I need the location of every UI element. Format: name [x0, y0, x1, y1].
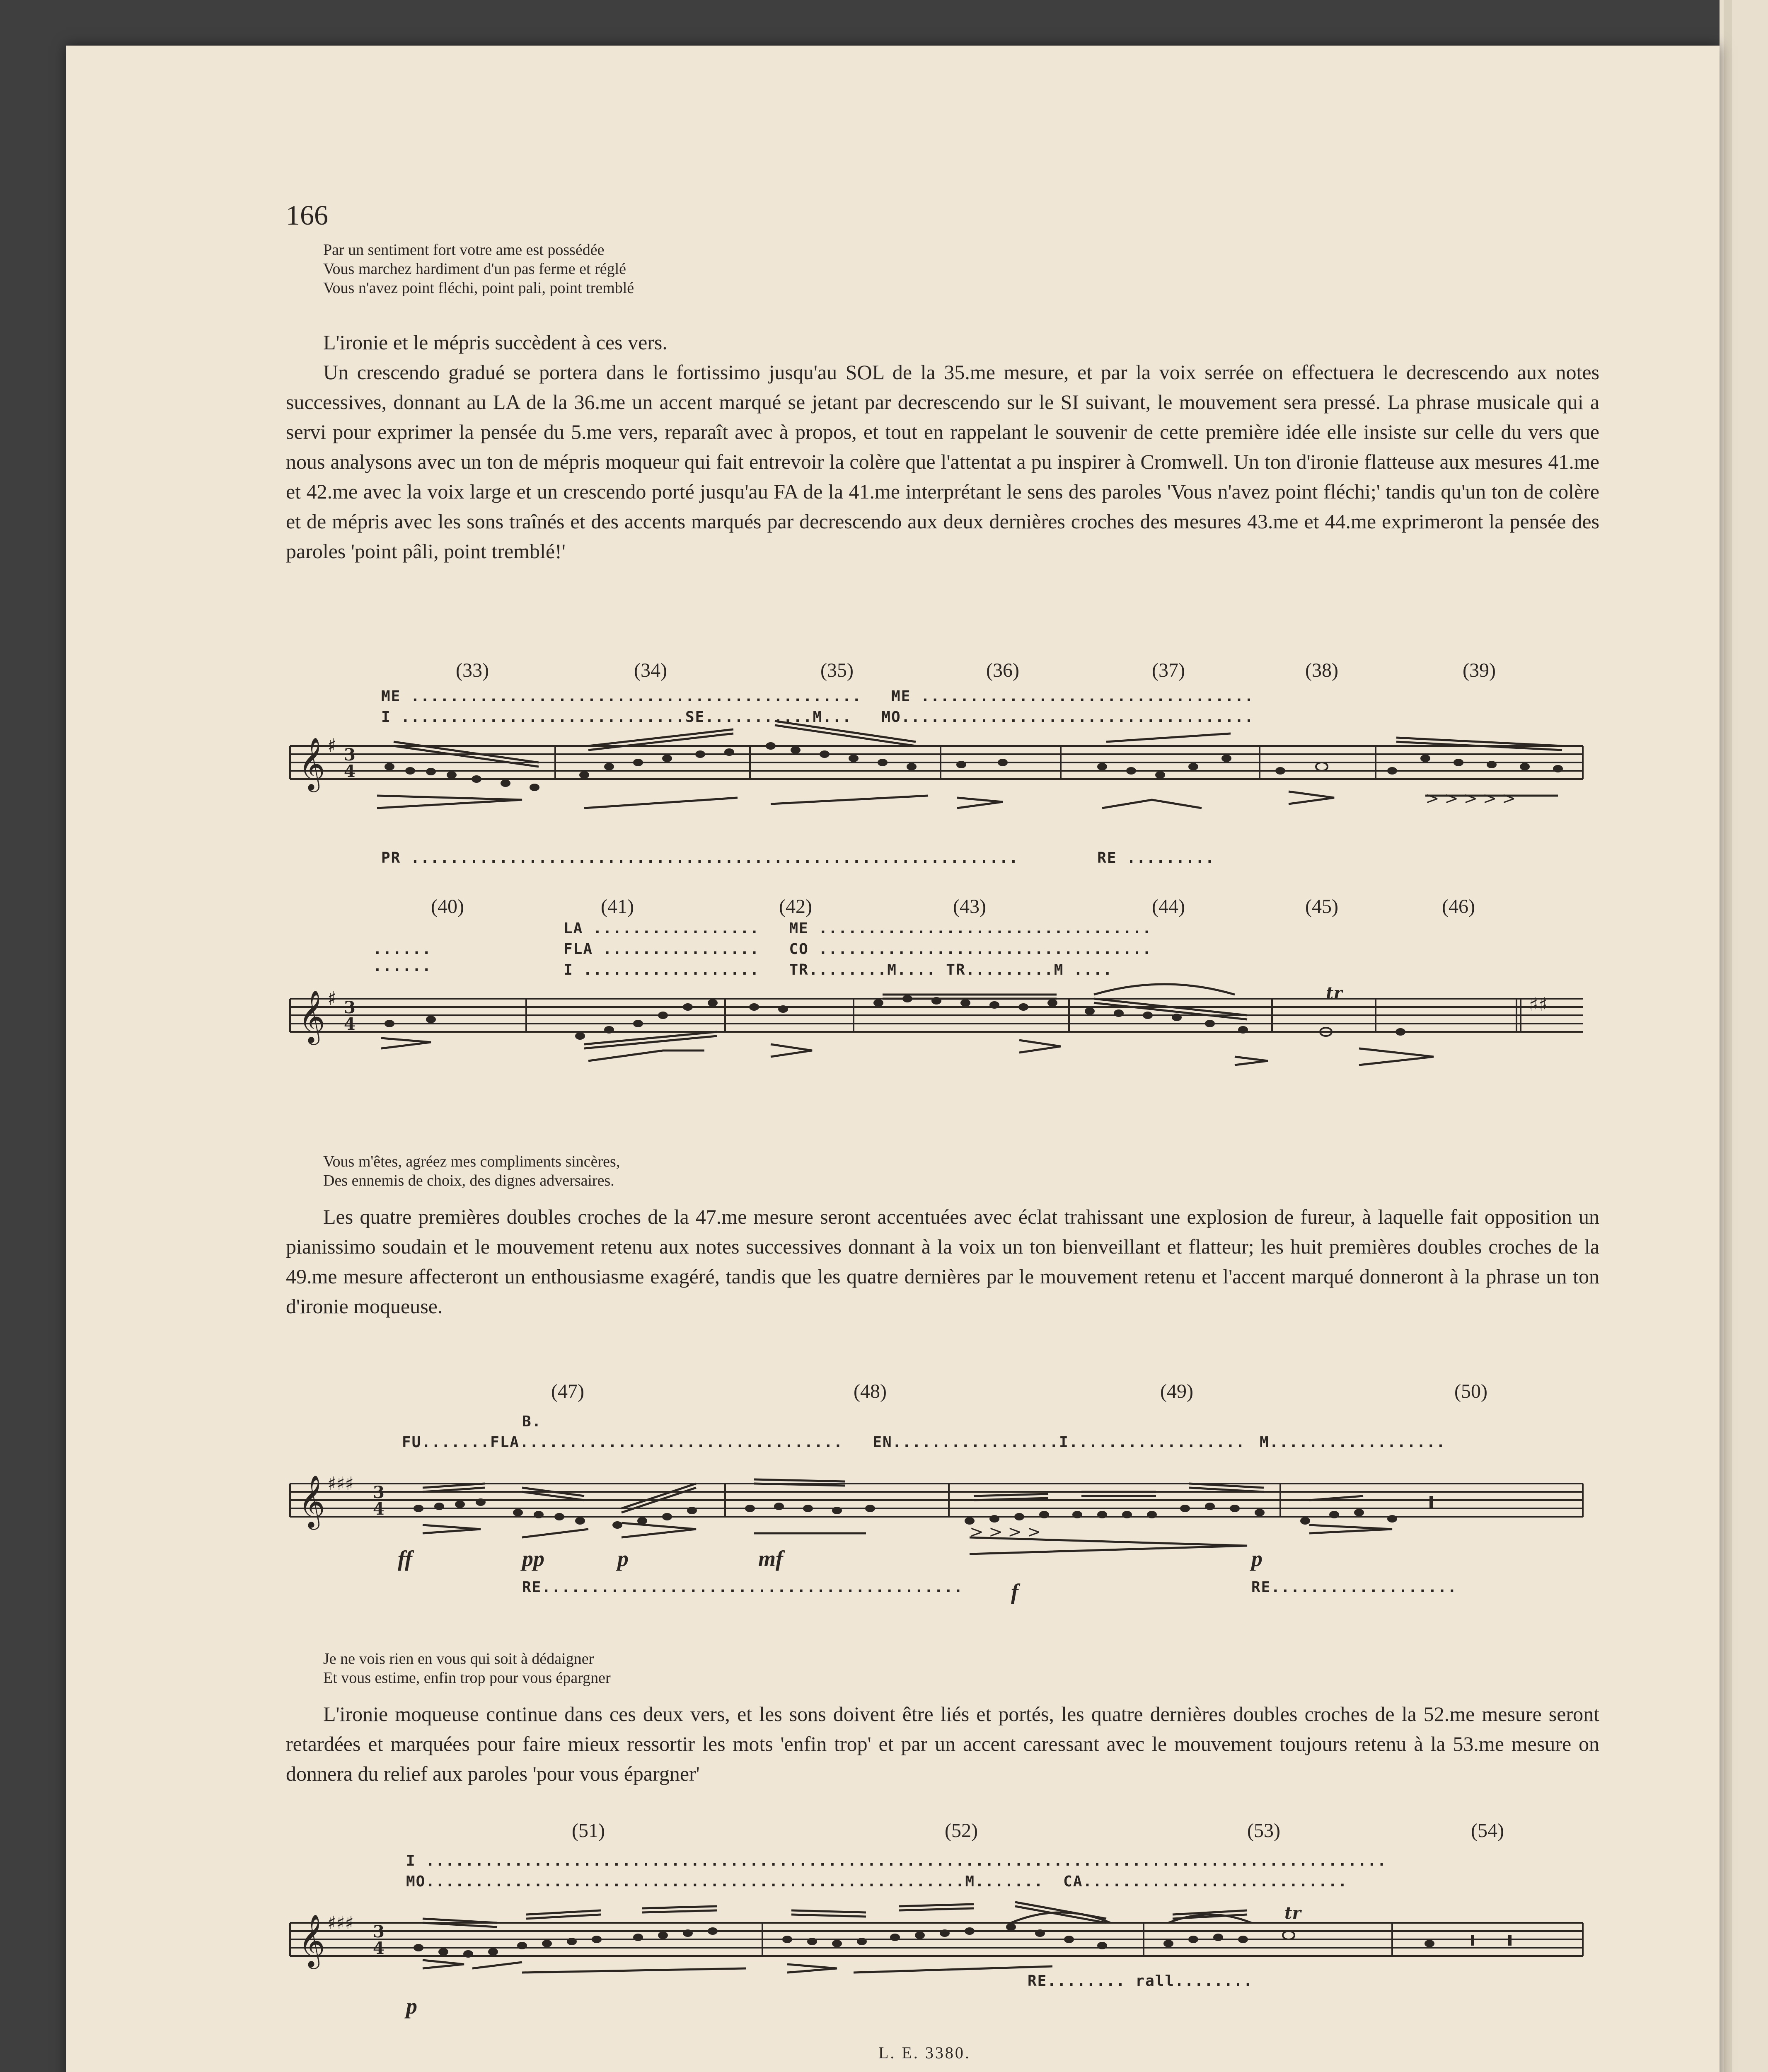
measure-number: (51)	[572, 1820, 605, 1842]
paragraph-line: L'ironie et le mépris succèdent à ces vers.	[323, 331, 668, 354]
lyric-line: I .................. TR........M.... TR.........M ....	[564, 961, 1113, 978]
publisher-plate-number: L. E. 3380.	[878, 2043, 971, 2062]
paragraph-text: L'ironie moqueuse continue dans ces deux vers, et les sons doivent être liés et portés, les quatre dernières doubles croches de la 52.me mesure seront retardées et marquées pour faire mieux ressortir les mots 'enfin trop' et par un accent caressant avec le mouvement toujours retenu à la 53.me mesure on donnera du relief aux paroles 'pour vous épargner'	[286, 1702, 1599, 1785]
lyric-line: MO.......................................................M....... CA...........................	[406, 1873, 1348, 1890]
lyric-line: I ..................................................................................................	[406, 1852, 1387, 1869]
measure-number: (50)	[1454, 1380, 1487, 1402]
trill-mark: tr	[1284, 1903, 1301, 1923]
measure-number: (53)	[1247, 1820, 1280, 1842]
lyric-line: ...... ......	[373, 941, 432, 975]
lyric-line: RE...........................................	[522, 1579, 964, 1596]
measure-number: (47)	[551, 1380, 584, 1402]
lyric-line: RE........ rall........	[1028, 1973, 1253, 1990]
dynamic-marking: p	[406, 1994, 417, 2019]
verse-line: Vous marchez hardiment d'un pas ferme et réglé	[323, 260, 626, 278]
lyric-line: PR .............................................................. RE .........	[381, 850, 1215, 867]
svg-text:♯♯♯: ♯♯♯	[327, 1473, 354, 1494]
svg-text:4: 4	[373, 1499, 385, 1519]
svg-text:3: 3	[373, 1922, 385, 1941]
lyric-line: M..................	[1260, 1434, 1446, 1451]
lyric-line: B.	[522, 1413, 542, 1430]
measure-number: (44)	[1152, 896, 1185, 917]
svg-text:> > > >: > > > >	[970, 1523, 1041, 1542]
lyric-line: ME .............................................. ME ..................................	[381, 688, 1254, 705]
dynamic-marking: mf	[758, 1546, 783, 1571]
svg-text:𝄞: 𝄞	[298, 990, 326, 1043]
svg-text:4: 4	[373, 1939, 385, 1958]
svg-text:♯: ♯	[327, 734, 337, 757]
svg-text:♯♯: ♯♯	[1529, 993, 1548, 1016]
measure-number: (37)	[1152, 659, 1185, 681]
measure-number: (34)	[634, 659, 667, 681]
paragraph-text: Un crescendo gradué se portera dans le fortissimo jusqu'au SOL de la 35.me mesure, et par la voix serrée on effectuera le decrescendo aux notes successives, donnant au LA de la 36.me un accent marqué se jetant par decrescendo sur le SI suivant, le mouvement sera pressé. La phrase musicale qui a servi pour exprimer la pensée du 5.me vers, reparaît avec à propos, et tout en rappelant le souvenir de cette première idée elle insiste sur celle du vers que nous analysons avec un ton de mépris moqueur qui fait entrevoir la colère que l'attentat a pu inspirer à Cromwell. Un ton d'ironie flatteuse aux mesures 41.me et 42.me avec la voix large et un crescendo porté jusqu'au FA de la 41.me interprétant le sens des paroles 'Vous n'avez point fléchi;' tandis qu'un ton de colère et de mépris avec les sons traînés et des accents marqués par decrescendo aux deux dernières croches des mesures 43.me et 44.me exprimeront la pensée des paroles 'point pâli, point tremblé!'	[286, 361, 1599, 563]
verse-line: Vous n'avez point fléchi, point pali, point tremblé	[323, 279, 634, 297]
score-page	[66, 46, 1720, 2072]
measure-number: (54)	[1471, 1820, 1504, 1842]
dynamic-marking: p	[617, 1546, 629, 1571]
measure-number: (52)	[945, 1820, 978, 1842]
svg-text:♯♯♯: ♯♯♯	[327, 1912, 354, 1934]
verse-line: Je ne vois rien en vous qui soit à dédaigner	[323, 1650, 594, 1668]
measure-number: (33)	[456, 659, 489, 681]
measure-number: (42)	[779, 896, 812, 917]
verse-line: Par un sentiment fort votre ame est possédée	[323, 241, 605, 259]
dynamic-marking: pp	[522, 1546, 544, 1571]
svg-text:♯: ♯	[327, 987, 337, 1009]
svg-text:3: 3	[344, 998, 356, 1017]
verse-line: Vous m'êtes, agréez mes compliments sincères,	[323, 1153, 620, 1170]
measure-number: (38)	[1305, 659, 1338, 681]
measure-number: (41)	[601, 896, 634, 917]
measure-number: (48)	[854, 1380, 887, 1402]
dynamic-marking: p	[1251, 1546, 1263, 1571]
svg-text:4: 4	[344, 762, 356, 781]
svg-text:> > > > >: > > > > >	[1425, 789, 1516, 808]
lyric-line: LA ................. ME ..................................	[564, 920, 1152, 937]
staff-4-notation	[66, 46, 1720, 2072]
svg-text:𝄞: 𝄞	[298, 1914, 326, 1967]
measure-number: (43)	[953, 896, 986, 917]
measure-number: (45)	[1305, 896, 1338, 917]
measure-number: (46)	[1442, 896, 1475, 917]
measure-number: (39)	[1463, 659, 1496, 681]
svg-text:3: 3	[373, 1483, 385, 1502]
svg-text:𝄞: 𝄞	[298, 1474, 326, 1527]
lyric-line: FLA ................ CO ..................................	[564, 941, 1152, 958]
verse-line: Des ennemis de choix, des dignes adversaires.	[323, 1172, 614, 1189]
verse-line: Et vous estime, enfin trop pour vous épargner	[323, 1669, 611, 1687]
measure-number: (40)	[431, 896, 464, 917]
measure-number: (36)	[986, 659, 1019, 681]
facing-page-edge	[1720, 0, 1768, 2072]
paragraph-text: Les quatre premières doubles croches de la 47.me mesure seront accentuées avec éclat trahissant une explosion de fureur, à laquelle fait opposition un pianissimo soudain et le mouvement retenu aux notes successives donnant à la voix un ton bienveillant et flatteur; les huit premières doubles croches de la 49.me mesure affecteront un enthousiasme exagéré, tandis que les quatre dernières par le mouvement retenu et l'accent marqué donneront à la phrase un ton d'ironie moqueuse.	[286, 1205, 1599, 1318]
lyric-line: FU.......FLA................................. EN.................I..................	[402, 1434, 1246, 1451]
page-number: 166	[286, 199, 328, 231]
dynamic-marking: f	[1011, 1579, 1018, 1604]
svg-text:3: 3	[344, 745, 356, 765]
trill-mark: tr	[1326, 983, 1342, 1003]
svg-text:𝄞: 𝄞	[298, 737, 326, 790]
svg-text:4: 4	[344, 1014, 356, 1034]
dynamic-marking: ff	[398, 1546, 412, 1571]
measure-number: (49)	[1160, 1380, 1193, 1402]
lyric-line: I .............................SE...........M... MO....................................	[381, 709, 1254, 726]
measure-number: (35)	[820, 659, 854, 681]
lyric-line: RE...................	[1251, 1579, 1458, 1596]
